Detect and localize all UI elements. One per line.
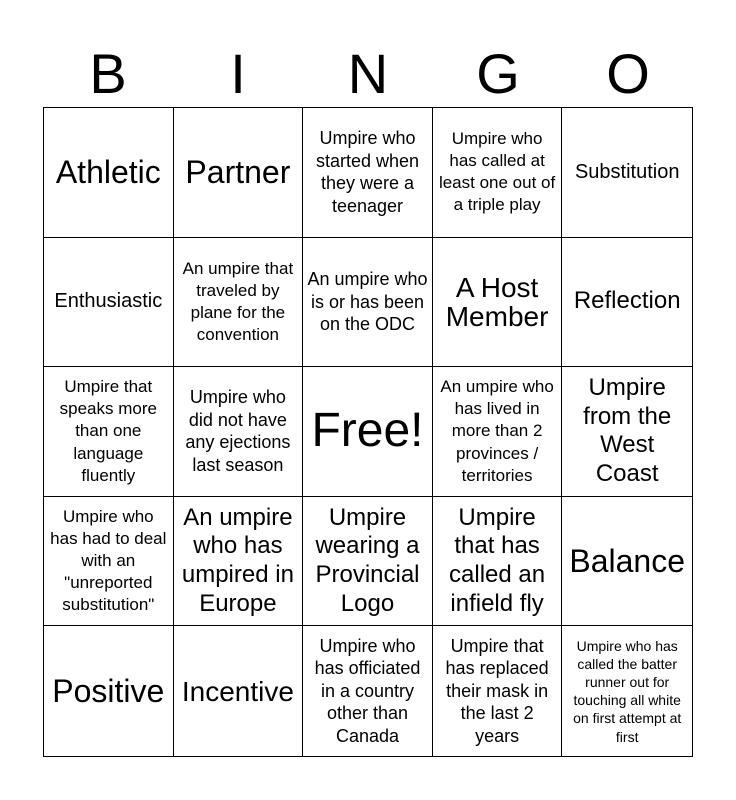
bingo-cell[interactable] xyxy=(433,108,563,238)
bingo-cell[interactable] xyxy=(174,108,304,238)
bingo-cell[interactable] xyxy=(303,626,433,756)
cell-text: Umpire who has called the batter runner out for touching all white on first attempt at first xyxy=(573,637,682,745)
bingo-cell[interactable] xyxy=(562,238,692,368)
cell-text: Umpire wearing a Provincial Logo xyxy=(315,503,420,617)
cell-text: Umpire who did not have any ejections last season xyxy=(185,387,291,475)
cell-text: Umpire that has replaced their mask in the last 2 years xyxy=(445,635,549,746)
free-space-text: Free! xyxy=(311,404,424,458)
bingo-board xyxy=(43,107,693,757)
bingo-header xyxy=(43,40,693,108)
cell-text: Umpire who has officiated in a country other than Canada xyxy=(314,635,421,746)
cell-text: Balance xyxy=(569,542,686,579)
cell-text: Partner xyxy=(185,153,291,190)
cell-text: Incentive xyxy=(181,675,294,707)
cell-text: Enthusiastic xyxy=(54,290,163,313)
header-letter-b: B xyxy=(89,42,127,105)
bingo-cell[interactable] xyxy=(433,367,563,497)
cell-text: Umpire that has called an infield fly xyxy=(449,503,546,617)
cell-text: Umpire who started when they were a teenager xyxy=(315,128,420,216)
cell-text: Umpire who has called at least one out of a triple play xyxy=(438,129,556,215)
free-space-cell[interactable] xyxy=(303,367,433,497)
cell-text: Reflection xyxy=(573,287,681,315)
cell-text: An umpire who has lived in more than 2 provinces / territories xyxy=(440,377,554,485)
bingo-cell[interactable] xyxy=(433,626,563,756)
bingo-cell[interactable] xyxy=(44,108,174,238)
bingo-cell[interactable] xyxy=(303,497,433,627)
bingo-cell[interactable] xyxy=(303,108,433,238)
bingo-cell[interactable] xyxy=(174,238,304,368)
bingo-cell[interactable] xyxy=(562,497,692,627)
bingo-cell[interactable] xyxy=(44,367,174,497)
cell-text: Umpire from the West Coast xyxy=(583,373,672,488)
bingo-cell[interactable] xyxy=(174,367,304,497)
bingo-cell[interactable] xyxy=(562,108,692,238)
cell-text: An umpire who has umpired in Europe xyxy=(181,503,294,617)
bingo-cell[interactable] xyxy=(562,367,692,497)
bingo-cell[interactable] xyxy=(44,238,174,368)
header-letter-n: N xyxy=(347,42,389,105)
bingo-cell[interactable] xyxy=(174,497,304,627)
bingo-cell[interactable] xyxy=(303,238,433,368)
header-letter-g: G xyxy=(476,42,520,105)
bingo-cell[interactable] xyxy=(44,497,174,627)
header-letter-o: O xyxy=(606,42,650,105)
cell-text: An umpire that traveled by plane for the convention xyxy=(182,258,294,344)
bingo-cell[interactable] xyxy=(44,626,174,756)
bingo-cell[interactable] xyxy=(174,626,304,756)
bingo-cell[interactable] xyxy=(433,497,563,627)
cell-text: Athletic xyxy=(55,153,161,190)
bingo-cell[interactable] xyxy=(433,238,563,368)
cell-text: A Host Member xyxy=(445,271,549,332)
cell-text: Substitution xyxy=(574,160,680,183)
cell-text: An umpire who is or has been on the ODC xyxy=(307,269,428,335)
header-letter-i: I xyxy=(230,42,246,105)
cell-text: Positive xyxy=(52,672,165,709)
bingo-cell[interactable] xyxy=(562,626,692,756)
cell-text: Umpire that speaks more than one language fluently xyxy=(59,377,157,485)
cell-text: Umpire who has had to deal with an "unreported substitution" xyxy=(50,506,167,615)
